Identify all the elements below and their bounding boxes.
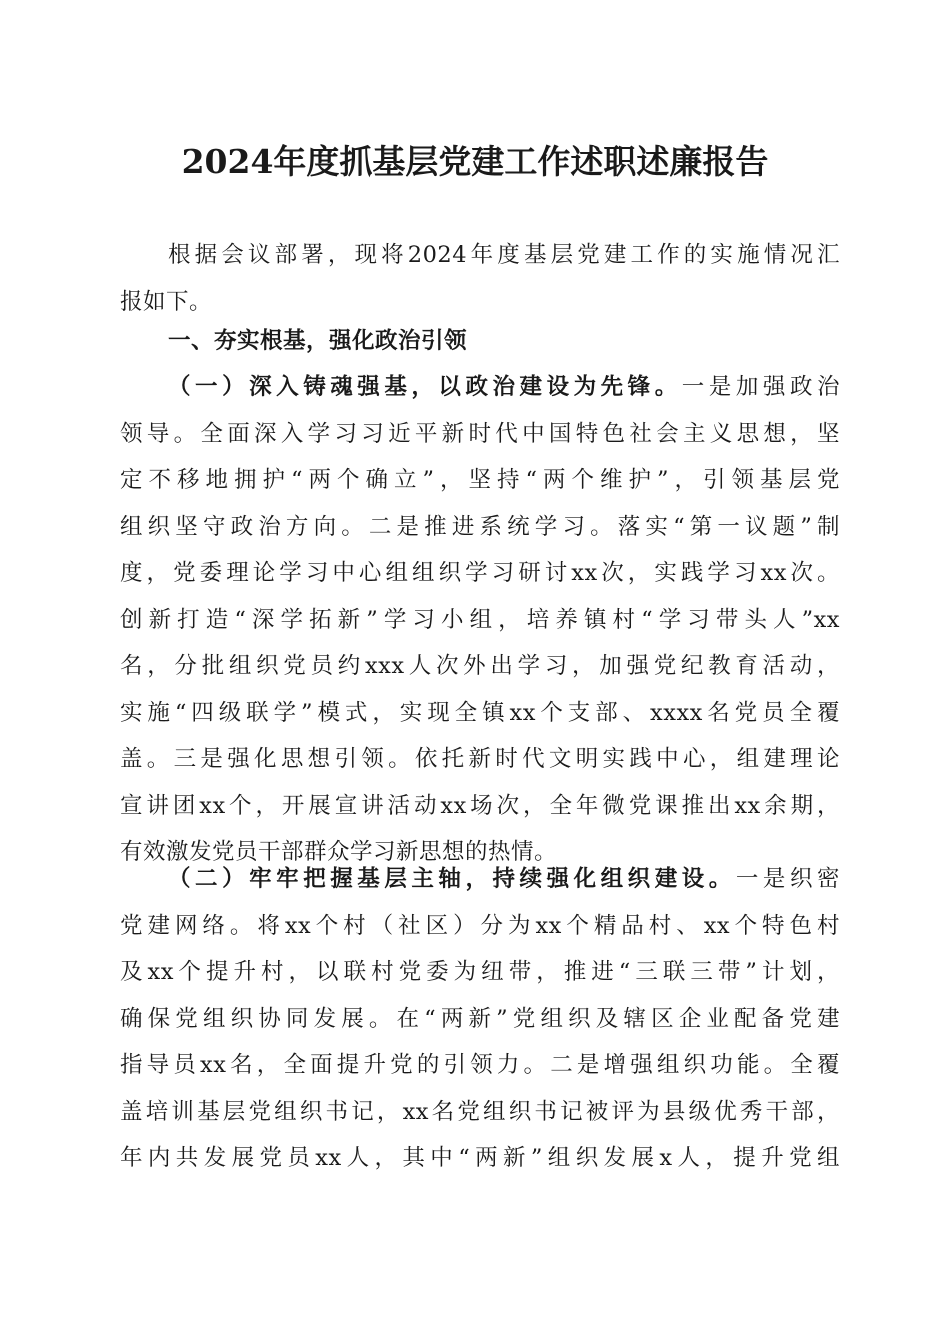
intro-line-2: 报如下。 <box>120 288 213 315</box>
section-heading <box>120 318 840 365</box>
paragraph-1-line: 创新打造“深学拓新”学习小组，培养镇村“学习带头人”xx <box>120 606 840 633</box>
paragraph-2-line: 指导员xx名，全面提升党的引领力。二是增强组织功能。全覆 <box>120 1052 840 1078</box>
section-1-heading: 一、夯实根基，强化政治引领 <box>168 328 468 354</box>
paragraph-2 <box>120 856 840 1182</box>
paragraph-2-line: 党建网络。将xx个村（社区）分为xx个精品村、xx个特色村 <box>120 912 840 939</box>
paragraph-2-line: 确保党组织协同发展。在“两新”党组织及辖区企业配备党建 <box>120 1005 840 1032</box>
paragraph-2-line-1 <box>120 856 840 903</box>
paragraph-1-line: 组织坚守政治方向。二是推进系统学习。落实“第一议题”制 <box>120 513 840 540</box>
intro-line-1: 根据会议部署，现将2024年度基层党建工作的实施情况汇 <box>168 242 840 268</box>
paragraph-2-line: 及xx个提升村，以联村党委为纽带，推进“三联三带”计划， <box>120 959 840 985</box>
paragraph-1-line: 宣讲团xx个，开展宣讲活动xx场次，全年微党课推出xx余期， <box>120 792 840 819</box>
paragraph-1-line: 定不移地拥护“两个确立”，坚持“两个维护”，引领基层党 <box>120 467 840 493</box>
paragraph-1-line-1 <box>120 364 840 411</box>
paragraph-1-line: 有效激发党员干部群众学习新思想的热情。 <box>120 839 558 865</box>
paragraph-2-line-1-rest: 一是织密 <box>735 866 840 892</box>
paragraph-1-line: 名，分批组织党员约xxx人次外出学习，加强党纪教育活动， <box>120 653 840 679</box>
paragraph-2-lead: （二）牢牢把握基层主轴，持续强化组织建设。 <box>168 866 736 892</box>
paragraph-1-line: 实施“四级联学”模式，实现全镇xx个支部、xxxx名党员全覆 <box>120 699 840 726</box>
paragraph-1-line-1-rest: 一是加强政治 <box>681 374 840 400</box>
paragraph-2-line: 年内共发展党员xx人，其中“两新”组织发展x人，提升党组 <box>120 1145 840 1171</box>
paragraph-1-line: 领导。全面深入学习习近平新时代中国特色社会主义思想，坚 <box>120 420 840 447</box>
paragraph-1-lead: （一）深入铸魂强基，以政治建设为先锋。 <box>168 374 682 400</box>
paragraph-1-line: 盖。三是强化思想引领。依托新时代文明实践中心，组建理论 <box>120 746 840 772</box>
intro-paragraph <box>120 232 840 325</box>
paragraph-1 <box>120 364 840 876</box>
paragraph-1-line: 度，党委理论学习中心组组织学习研讨xx次，实践学习xx次。 <box>120 560 840 586</box>
paragraph-2-line: 盖培训基层党组织书记，xx名党组织书记被评为县级优秀干部， <box>120 1098 840 1125</box>
document-title: 2024年度抓基层党建工作述职述廉报告 <box>181 142 769 181</box>
